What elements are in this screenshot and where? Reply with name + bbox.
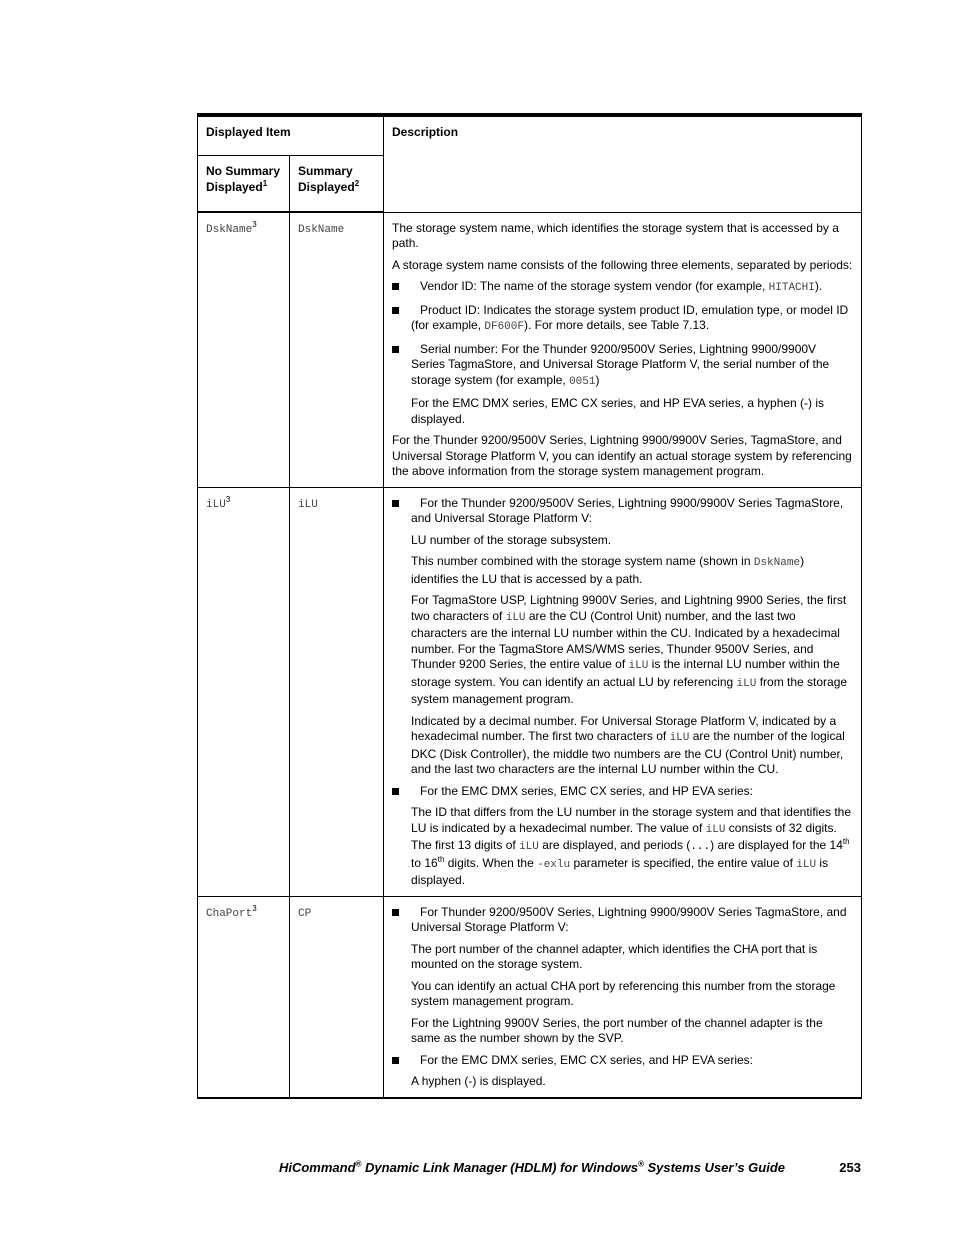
square-bullet-icon (392, 500, 399, 507)
table-row (198, 896, 862, 1098)
square-bullet-icon (392, 788, 399, 795)
cell-summary: CP (290, 896, 384, 1098)
square-bullet-icon (392, 1057, 399, 1064)
square-bullet-icon (392, 909, 399, 916)
square-bullet-icon (392, 283, 399, 290)
header-displayed-item: Displayed Item (198, 115, 384, 156)
displayed-items-table (197, 113, 862, 1099)
list-item: Serial number: For the Thunder 9200/9500V Series, Lightning 9900/9900V Series TagmaStore, and Universal Storage Platform V, the serial number of the storage system (for example, 0051) (411, 342, 853, 391)
list-item: Vendor ID: The name of the storage system vendor (for example, HITACHI). (411, 279, 853, 297)
square-bullet-icon (392, 346, 399, 353)
list-item: For Thunder 9200/9500V Series, Lightning 9900/9900V Series TagmaStore, and Universal Storage Platform V: (411, 905, 853, 936)
cell-no-summary: ChaPort$^3$ (198, 896, 290, 1098)
square-bullet-icon (392, 307, 399, 314)
list-item: For the Thunder 9200/9500V Series, Lightning 9900/9900V Series TagmaStore, and Universal Storage Platform V: (411, 496, 853, 527)
cell-no-summary: DskName$^3$ (198, 212, 290, 487)
header-no-summary: No Summary Displayed$^1$ (198, 156, 290, 213)
cell-no-summary: iLU$^3$ (198, 487, 290, 896)
table-row (198, 487, 862, 896)
footer-title: HiCommand® Dynamic Link Manager (HDLM) for Windows® Systems User’s Guide (278, 1159, 785, 1175)
page-number: 253 (839, 1160, 861, 1175)
cell-description: The storage system name, which identifies the storage system that is accessed by a path. A storage system name consists of the following three elements, separated by periods: Vendor ID: The name of the storage system vendor (for example, HITACHI). Product ID: Indicates the storage system product ID, emulation type, or model ID (for example, DF600F). For more details, see Table 7.13. Serial number: For the Thunder 9200/9500V Series, Lightning 9900/9900V Series TagmaStore, and Universal Storage Platform V, the serial number of the storage system (for example, 0051) For the EMC DMX series, EMC CX series, and HP EVA series, a hyphen (-) is displayed. For the Thunder 9200/9500V Series, Lightning 9900/9900V Series, TagmaStore, and Universal Storage Platform V, you can identify an actual storage system by referencing the above information from the storage system management program. (384, 212, 862, 487)
cell-summary: iLU (290, 487, 384, 896)
list-item: Product ID: Indicates the storage system product ID, emulation type, or model ID (for example, DF600F). For more details, see Table 7.13. (411, 303, 853, 336)
cell-description: For Thunder 9200/9500V Series, Lightning 9900/9900V Series TagmaStore, and Universal Storage Platform V: The port number of the channel adapter, which identifies the CHA port that is mounted on the storage system. You can identify an actual CHA port by referencing this number from the storage system management program. For the Lightning 9900V Series, the port number of the channel adapter is the same as the number shown by the SVP. For the EMC DMX series, EMC CX series, and HP EVA series: A hyphen (-) is displayed. (384, 896, 862, 1098)
cell-summary: DskName (290, 212, 384, 487)
list-item: For the EMC DMX series, EMC CX series, and HP EVA series: (411, 1053, 853, 1069)
header-description: Description (384, 115, 862, 212)
list-item: For the EMC DMX series, EMC CX series, and HP EVA series: (411, 784, 853, 800)
table-row (198, 212, 862, 487)
cell-description: For the Thunder 9200/9500V Series, Lightning 9900/9900V Series TagmaStore, and Universal Storage Platform V: LU number of the storage subsystem. This number combined with the storage system name (shown in DskName) identifies the LU that is accessed by a path. For TagmaStore USP, Lightning 9900V Series, and Lightning 9900 Series, the first two characters of iLU are the CU (Control Unit) number, and the last two characters are the internal LU number within the CU. Indicated by a hexadecimal number. For the TagmaStore AMS/WMS series, Thunder 9500V Series, and Thunder 9200 Series, the entire value of iLU is the internal LU number within the storage system. You can identify an actual LU by referencing iLU from the storage system management program. Indicated by a decimal number. For Universal Storage Platform V, indicated by a hexadecimal number. The first two characters of iLU are the number of the logical DKC (Disk Controller), the middle two numbers are the CU (Control Unit) number, and the last two characters are the internal LU number within the CU. For the EMC DMX series, EMC CX series, and HP EVA series: The ID that differs from the LU number in the storage system and that identifies the LU is indicated by a hexadecimal number. The value of iLU consists of 32 digits. The first 13 digits of iLU are displayed, and periods (...) are displayed for the 14th to 16th digits. When the -exlu parameter is specified, the entire value of iLU is displayed. (384, 487, 862, 896)
header-summary: Summary Displayed$^2$ (290, 156, 384, 213)
